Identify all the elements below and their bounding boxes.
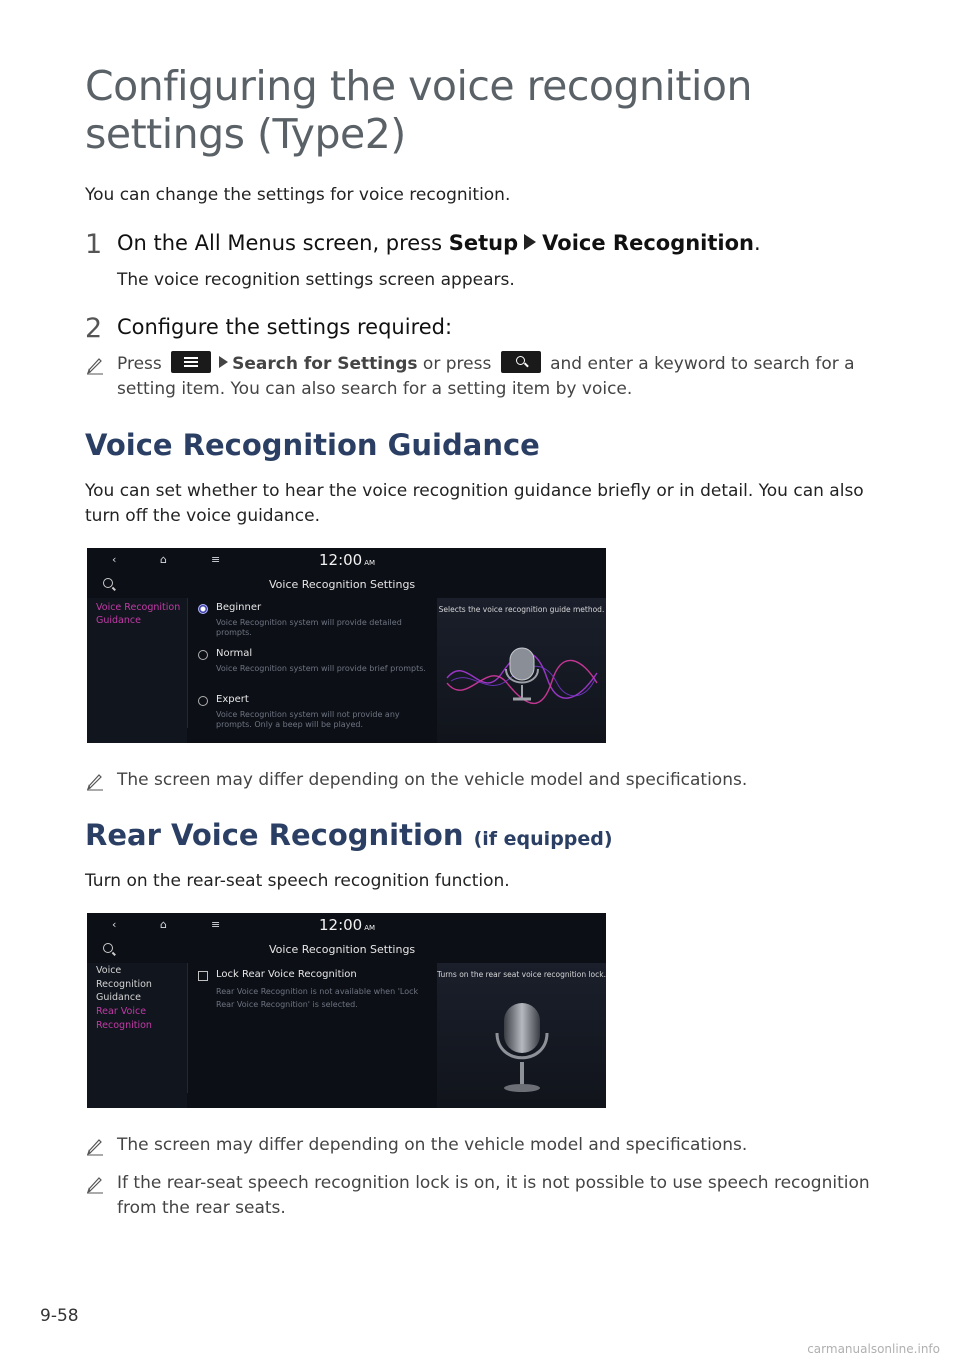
arrow-right-icon	[524, 234, 536, 250]
radio-icon	[198, 650, 208, 660]
radio-icon	[198, 696, 208, 706]
rear-description: Turn on the rear-seat speech recognition function.	[85, 871, 510, 891]
note-pencil-icon	[85, 1174, 105, 1194]
sidebar-item-guidance: Voice Recognition Guidance	[96, 965, 152, 1003]
screen-title: Voice Recognition Settings	[269, 943, 416, 956]
menu-icon	[171, 351, 211, 373]
clock: 12:00 AM	[319, 916, 376, 934]
screen-help-panel: Turns on the rear seat voice recognition lock.	[437, 963, 606, 1108]
search-icon	[103, 578, 113, 588]
step-1-number: 1	[85, 229, 103, 260]
search-icon	[103, 943, 113, 953]
radio-selected-icon	[198, 604, 208, 614]
menu-icon: ≡	[211, 553, 221, 566]
screen-rear-voice: ‹ ⌂ ≡ 12:00 AM Voice Recognition Settings Voice Recognition Guidance Rear Voice Recognition Lock Rear Voice Recognition Rear Voice Recognition is not available when 'Lock Rear Voice Recognition' is selected. Turns on the rear seat voice recognition lock.	[87, 913, 606, 1108]
page-number: 9-58	[40, 1306, 79, 1326]
step-1-result: The voice recognition settings screen appears.	[117, 270, 515, 290]
voice-recognition-label: Voice Recognition	[542, 231, 754, 255]
sidebar-item-rear-voice: Rear Voice Recognition	[96, 1006, 152, 1031]
step-2-text: Configure the settings required:	[117, 315, 453, 339]
screen-voice-guidance: ‹ ⌂ ≡ 12:00 AM Voice Recognition Settings Voice Recognition Guidance Beginner Voice Recognition system will provide detailed prompts. Normal Voice Recognition system will provide brief prompts. Expert Voice Recognition system will not provide any prompts. Only a beep will be played. Selects the voice recognition guide method.	[87, 548, 606, 743]
section-heading-guidance: Voice Recognition Guidance	[85, 428, 540, 462]
checkbox-icon	[198, 971, 208, 981]
guidance-description: You can set whether to hear the voice recognition guidance briefly or in detail. You can also turn off the voice guidance.	[85, 481, 864, 526]
step-2-number: 2	[85, 313, 103, 344]
screen-sidebar	[87, 963, 187, 1108]
if-equipped-label: (if equipped)	[473, 828, 613, 850]
back-icon: ‹	[112, 553, 117, 566]
search-for-settings-label: Search for Settings	[232, 354, 418, 374]
watermark: carmanualsonline.info	[807, 1342, 940, 1356]
setup-label: Setup	[448, 231, 519, 255]
screen-title: Voice Recognition Settings	[269, 578, 416, 591]
microphone-icon	[437, 988, 606, 1108]
note-pencil-icon	[85, 355, 105, 375]
home-icon: ⌂	[160, 553, 167, 566]
tip-search-settings: Press Search for Settings or press and enter a keyword to search for a setting item. You can also search for a setting item by voice.	[117, 352, 877, 402]
search-icon	[501, 351, 541, 373]
note-pencil-icon	[85, 1136, 105, 1156]
step-1-text: On the All Menus screen, press Setup Voice Recognition.	[117, 231, 761, 255]
sidebar-item-guidance: Voice Recognition Guidance	[96, 602, 181, 626]
divider	[187, 598, 188, 728]
intro-text: You can change the settings for voice recognition.	[85, 185, 511, 205]
menu-icon: ≡	[211, 918, 221, 931]
divider	[187, 963, 188, 1093]
note-pencil-icon	[85, 771, 105, 791]
home-icon: ⌂	[160, 918, 167, 931]
screen-top-bar	[87, 548, 606, 570]
microphone-wave-icon	[437, 643, 606, 743]
note-screen-differ-1: The screen may differ depending on the vehicle model and specifications.	[117, 770, 748, 790]
section-heading-rear: Rear Voice Recognition (if equipped)	[85, 818, 613, 852]
screen-help-panel: Selects the voice recognition guide method.	[437, 598, 606, 743]
screen-sidebar	[87, 598, 187, 743]
arrow-right-icon	[219, 356, 228, 368]
note-rear-lock: If the rear-seat speech recognition lock is on, it is not possible to use speech recognition from the rear seats.	[117, 1173, 870, 1218]
clock: 12:00 AM	[319, 551, 376, 569]
back-icon: ‹	[112, 918, 117, 931]
note-screen-differ-2: The screen may differ depending on the vehicle model and specifications.	[117, 1135, 748, 1155]
page-title: Configuring the voice recognition settings (Type2)	[85, 62, 752, 158]
screen-top-bar	[87, 913, 606, 935]
